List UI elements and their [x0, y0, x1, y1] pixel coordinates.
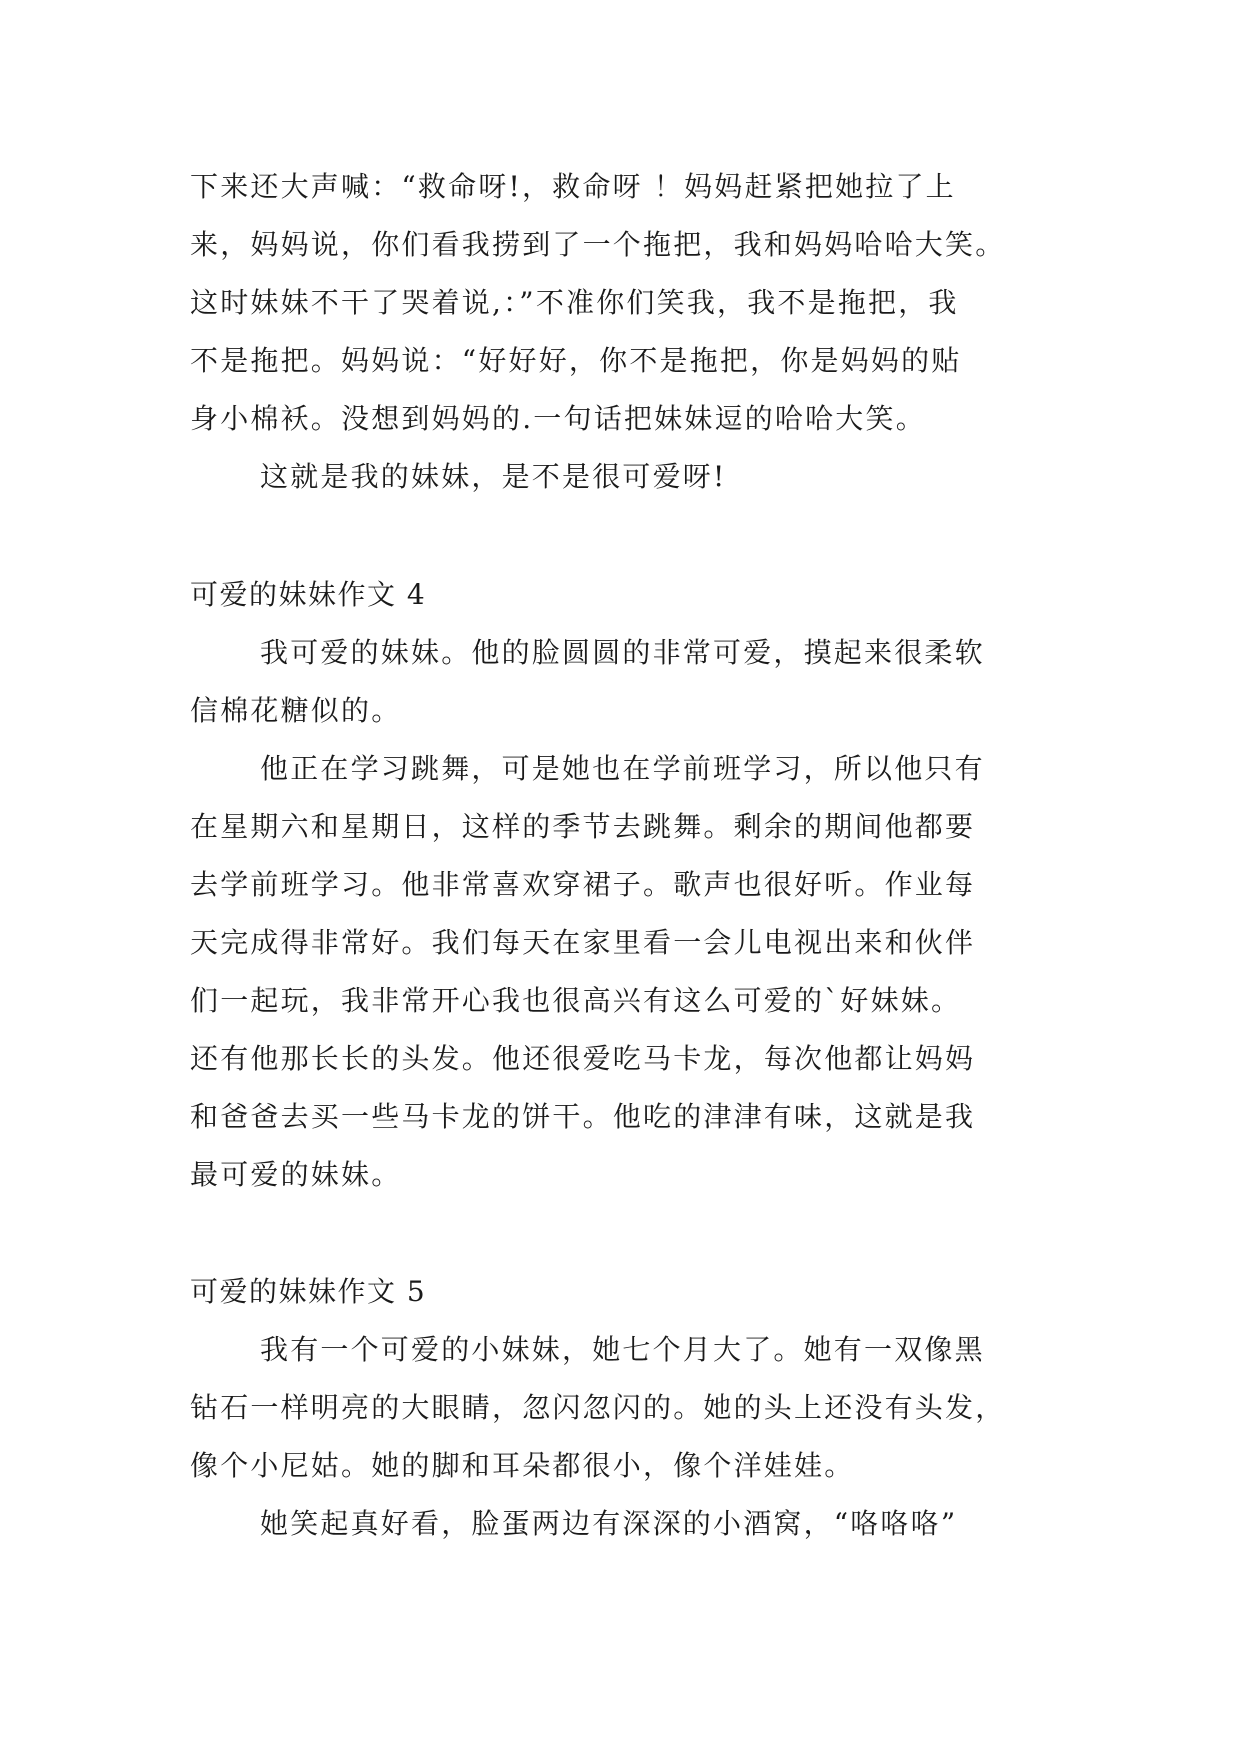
text-line: 身小棉袄。没想到妈妈的.一句话把妹妹逗的哈哈大笑。 — [190, 402, 926, 435]
text-line: 信棉花糖似的。 — [190, 694, 402, 727]
text-line: 和爸爸去买一些马卡龙的饼干。他吃的津津有味，这就是我 — [190, 1100, 976, 1133]
text-line: 她笑起真好看，脸蛋两边有深深的小酒窝，“咯咯咯” — [260, 1507, 958, 1540]
text-line: 不是拖把。妈妈说：“好好好，你不是拖把，你是妈妈的贴 — [190, 344, 962, 377]
text-line: 下来还大声喊：“救命呀!，救命呀 ！妈妈赶紧把她拉了上 — [190, 170, 956, 203]
text-line: 我可爱的妹妹。他的脸圆圆的非常可爱，摸起来很柔软 — [260, 636, 985, 669]
text-line: 像个小尼姑。她的脚和耳朵都很小，像个洋娃娃。 — [190, 1449, 855, 1482]
text-line: 钻石一样明亮的大眼睛，忽闪忽闪的。她的头上还没有头发， — [190, 1391, 1006, 1424]
text-line: 这时妹妹不干了哭着说,：”不准你们笑我，我不是拖把，我 — [190, 286, 959, 319]
text-line: 天完成得非常好。我们每天在家里看一会儿电视出来和伙伴 — [190, 926, 976, 959]
closing-line: 这就是我的妹妹，是不是很可爱呀! — [260, 460, 727, 493]
text-line: 最可爱的妹妹。 — [190, 1158, 402, 1191]
section-heading: 可爱的妹妹作文 4 — [190, 578, 427, 611]
text-line: 他正在学习跳舞，可是她也在学前班学习，所以他只有 — [260, 752, 985, 785]
text-line: 我有一个可爱的小妹妹，她七个月大了。她有一双像黑 — [260, 1333, 985, 1366]
text-line: 们一起玩，我非常开心我也很高兴有这么可爱的`好妹妹。 — [190, 984, 962, 1017]
section-heading: 可爱的妹妹作文 5 — [190, 1275, 427, 1308]
text-line: 来，妈妈说，你们看我捞到了一个拖把，我和妈妈哈哈大笑。 — [190, 228, 1006, 261]
text-line: 在星期六和星期日，这样的季节去跳舞。剩余的期间他都要 — [190, 810, 976, 843]
text-line: 去学前班学习。他非常喜欢穿裙子。歌声也很好听。作业每 — [190, 868, 976, 901]
text-line: 还有他那长长的头发。他还很爱吃马卡龙，每次他都让妈妈 — [190, 1042, 976, 1075]
